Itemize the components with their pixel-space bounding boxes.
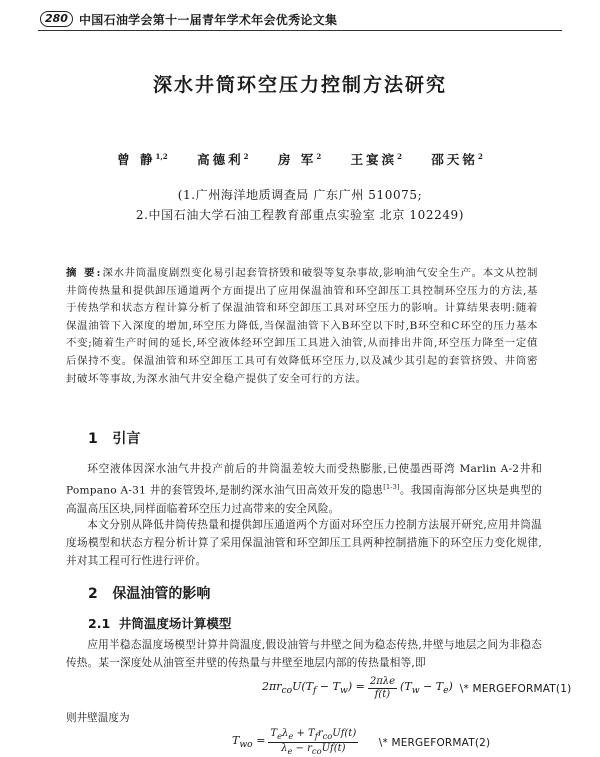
- affiliation-1: (1.广州海洋地质调查局 广东广州 510075;: [177, 188, 423, 202]
- running-head: [40, 8, 337, 30]
- section-heading-1: 1 引言: [88, 431, 141, 447]
- subsection-heading: 2.1 井筒温度场计算模型: [88, 616, 232, 631]
- equation-tag: \* MERGEFORMAT(1): [459, 682, 572, 695]
- equation-2: $T_{wo}$ = $\frac{T_e\lambda_e + T_fr_{co}Uf(t)}{\lambda_e - r_{co}Uf(t)}$ \* MERGEFORMAT(2): [232, 728, 491, 756]
- paragraph: 应用半稳态温度场模型计算井筒温度,假设油管与井壁之间为稳态传热,井壁与地层之间为非稳态传热。某一深度处从油管至井壁的传热量与井壁至地层内部的传热量相等,即: [66, 639, 542, 669]
- abstract-text: 深水井筒温度剧烈变化易引起套管挤毁和破裂等复杂事故,影响油气安全生产。本文从控制井筒传热量和提供卸压通道两个方面提出了应用保温油管和环空卸压工具控制环空压力的方法,基于传热学和状态方程计算分析了保温油管和环空卸压工具对环空压力的影响。计算结果表明:随着保温油管下入深度的增加,环空压力降低,当保温油管下入B环空以下时,B环空和C环空的压力基本不变;随着生产时间的延长,环空液体经环空卸压工具进入油管,从而排出井筒,环空压力降至一定值后保持不变。保温油管和环空卸压工具可有效降低环空压力,以及减少其引起的套管挤毁、井筒密封破坏等事故,为深水油气井安全稳产提供了安全可行的方法。: [66, 267, 538, 385]
- author-list: [0, 150, 600, 168]
- journal-title: 中国石油学会第十一届青年学术年会优秀论文集: [78, 12, 338, 27]
- equation-intro: 则井壁温度为: [66, 712, 130, 724]
- section-heading-2: 2 保温油管的影响: [88, 586, 211, 602]
- abstract: [66, 265, 538, 388]
- header-rule: [38, 30, 562, 31]
- author: 曾 静$^{1,2}$: [117, 151, 168, 167]
- author: 房 军$^2$: [277, 151, 322, 167]
- equation-tag: \* MERGEFORMAT(2): [378, 736, 491, 749]
- paper-title: 深水井筒环空压力控制方法研究: [152, 74, 447, 96]
- affiliation-2: 2.中国石油大学石油工程教育部重点实验室 北京 102249): [135, 208, 465, 222]
- author: 邵天铭$^2$: [431, 151, 483, 167]
- page-number: 280: [40, 11, 73, 27]
- paragraph: 环空液体因深水油气井投产前后的井筒温差较大而受热膨胀,已使墨西哥湾 Marlin A-2井和 Pompano A-31 井的套管毁坏,是制约深水油气田高效开发的隐患[1-3]。我国南海部分区块是典型的高温高压区块,同样面临着环空压力过高带来的安全风险。: [66, 463, 542, 515]
- abstract-label: 摘 要:: [66, 267, 103, 279]
- author: 高德利$^2$: [197, 151, 249, 167]
- paragraph: 本文分别从降低井筒传热量和提供卸压通道两个方面对环空压力控制方法展开研究,应用井筒温度场模型和状态方程分析计算了采用保温油管和环空卸压工具两种控制措施下的环空压力变化规律,并对其工程可行性进行评价。: [66, 519, 542, 567]
- citation: [1-3]: [383, 483, 400, 491]
- author: 王宴滨$^2$: [350, 151, 402, 167]
- equation-1: $2\pi r_{co}U(T_f - T_w)$ = $\frac{\text{2πλe}}{f(t)}$ $(T_w - T_e)$ \* MERGEFORMAT(1): [262, 676, 572, 700]
